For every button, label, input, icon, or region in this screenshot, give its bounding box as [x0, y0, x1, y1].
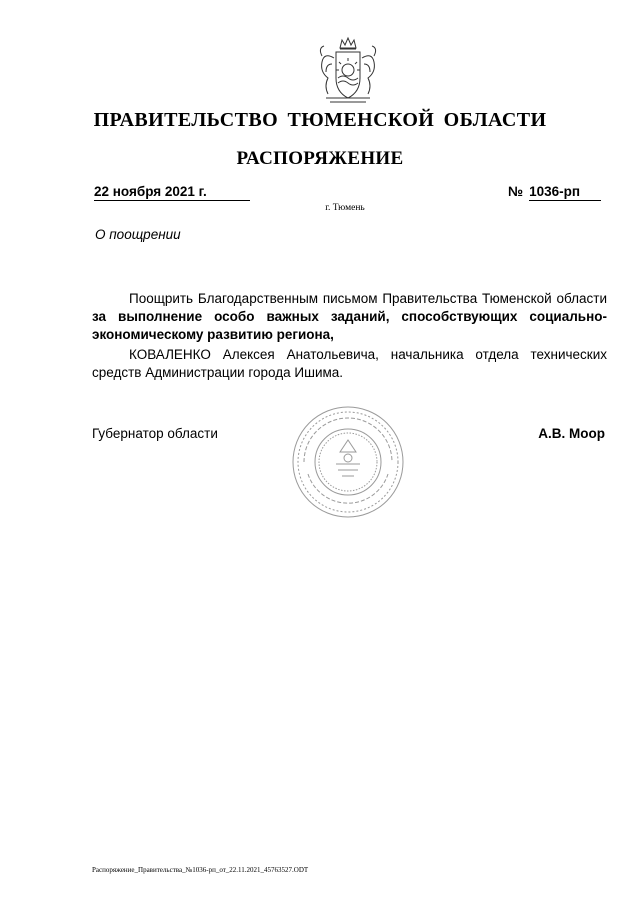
document-number: 1036-рп — [529, 184, 601, 201]
body-lead-text: Поощрить Благодарственным письмом Правительства Тюменской области — [129, 291, 607, 306]
file-name-footer: Распоряжение_Правительства_№1036-рп_от_22.11.2021_45763527.ODT — [92, 866, 309, 874]
signatory-name: А.В. Моор — [538, 426, 605, 441]
document-date: 22 ноября 2021 г. — [94, 184, 250, 201]
official-seal-icon — [290, 404, 406, 520]
number-sign: № — [508, 184, 524, 199]
coat-of-arms-icon — [308, 34, 388, 106]
signatory-position: Губернатор области — [92, 426, 218, 441]
document-body — [92, 290, 607, 384]
body-paragraph-1 — [92, 290, 607, 344]
body-bold-text: за выполнение особо важных заданий, способствующих социально-экономическому развитию региона, — [92, 309, 607, 342]
document-subject: О поощрении — [95, 227, 181, 242]
document-city: г. Тюмень — [325, 203, 365, 213]
body-paragraph-2: КОВАЛЕНКО Алексея Анатольевича, начальника отдела технических средств Администрации города Ишима. — [92, 347, 607, 380]
document-type: РАСПОРЯЖЕНИЕ — [236, 148, 404, 169]
document-number-block — [508, 184, 605, 201]
government-title: ПРАВИТЕЛЬСТВО ТЮМЕНСКОЙ ОБЛАСТИ — [93, 109, 547, 131]
